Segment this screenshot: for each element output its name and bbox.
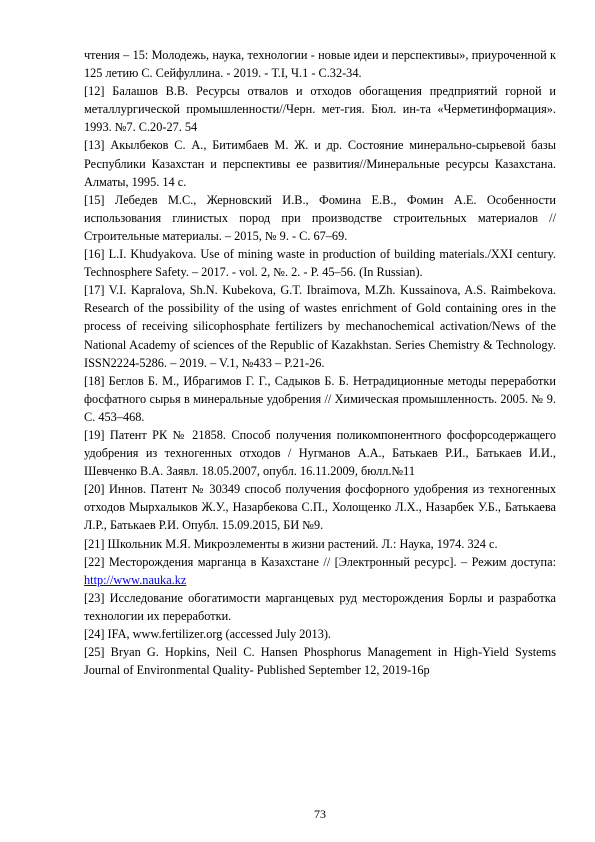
nauka-kz-link[interactable]: http://www.nauka.kz [84, 572, 187, 587]
reference-15: [15] Лебедев М.С., Жерновский И.В., Фомина Е.В., Фомин А.Е. Особенности использования глинистых пород при производстве строительных материалов // Строительные материалы. – 2015, № 9. - С. 67–69. [84, 192, 556, 243]
reference-19: [19] Патент РК № 21858. Способ получения поликомпонентного фосфорсодержащего удобрения из техногенных отходов / Нугманов А.А., Батькаев Р.И., Батькаев И.И., Шевченко В.А. Заявл. 18.05.2007, опубл. 16.11.2009, бюлл.№11 [84, 427, 556, 479]
reference-20: [20] Иннов. Патент № 30349 способ получения фосфорного удобрения из техногенных отходов Мырхалыков Ж.У., Назарбекова С.П., Холощенко Л.Х., Назарбек У.Б., Батькаева Л.Р., Батькаев Р.И. Опубл. 15.09.2015, БИ №9. [84, 482, 556, 533]
reference-13: [13] Акылбеков С. А., Битимбаев М. Ж. и др. Состояние минерально-сырьевой базы Республики Казахстан и перспективы ее развития//Минеральные ресурсы Казахстана. Алматы, 1995. 14 с. [84, 138, 556, 189]
reference-16: [16] L.I. Khudyakova. Use of mining waste in production of building materials./XXI century. Technosphere Safety. – 2017. - vol. 2, №. 2. - P. 45–56. (In Russian). [84, 247, 556, 280]
reference-12: [12] Балашов В.В. Ресурсы отвалов и отходов обогащения предприятий горной и металлургической промышленности//Черн. мет-гия. Бюл. ин-та «Черметинформация». 1993. №7. С.20-27. 54 [84, 84, 556, 135]
reference-11-continued: чтения – 15: Молодежь, наука, технологии - новые идеи и перспективы», приуроченной к 125 летию С. Сейфуллина. - 2019. - Т.I, Ч.1 - С.32-34. [84, 48, 556, 81]
reference-24: [24] IFA, www.fertilizer.org (accessed July 2013). [84, 627, 332, 641]
reference-23: [23] Исследование обогатимости марганцевых руд месторождения Борлы и разработка технологии их переработки. [84, 590, 556, 623]
reference-22-text: [22] Месторождения марганца в Казахстане // [Электронный ресурс]. – Режим доступа: [84, 554, 556, 569]
reference-17: [17] V.I. Kapralova, Sh.N. Kubekova, G.T. Ibraimova, M.Zh. Kussainova, A.S. Raimbekova. Research of the possibility of the using of wastes enrichment of Gold containing ores in the process of receiving silicophosphate fertilizers by mechanochemical activation/News of the National Academy of sciences of the Republic of Kazakhstan. Series Chemistry & Technology. ISSN2224-5286. – 2019. – V.1, №433 – P.21-26. [84, 283, 556, 370]
reference-21: [21] Школьник М.Я. Микроэлементы в жизни растений. Л.: Наука, 1974. 324 с. [84, 536, 498, 551]
reference-25: [25] Bryan G. Hopkins, Neil C. Hansen Phosphorus Management in High-Yield Systems Journal of Environmental Quality- Published September 12, 2019-16p [84, 645, 556, 678]
reference-22 [84, 553, 556, 589]
page-number: 73 [314, 807, 326, 821]
reference-list [84, 46, 556, 679]
reference-18: [18] Беглов Б. М., Ибрагимов Г. Г., Садыков Б. Б. Нетрадиционные методы переработки фосфатного сырья в минеральные удобрения // Химическая промышленность. 2005. № 9. С. 453–468. [84, 373, 556, 424]
